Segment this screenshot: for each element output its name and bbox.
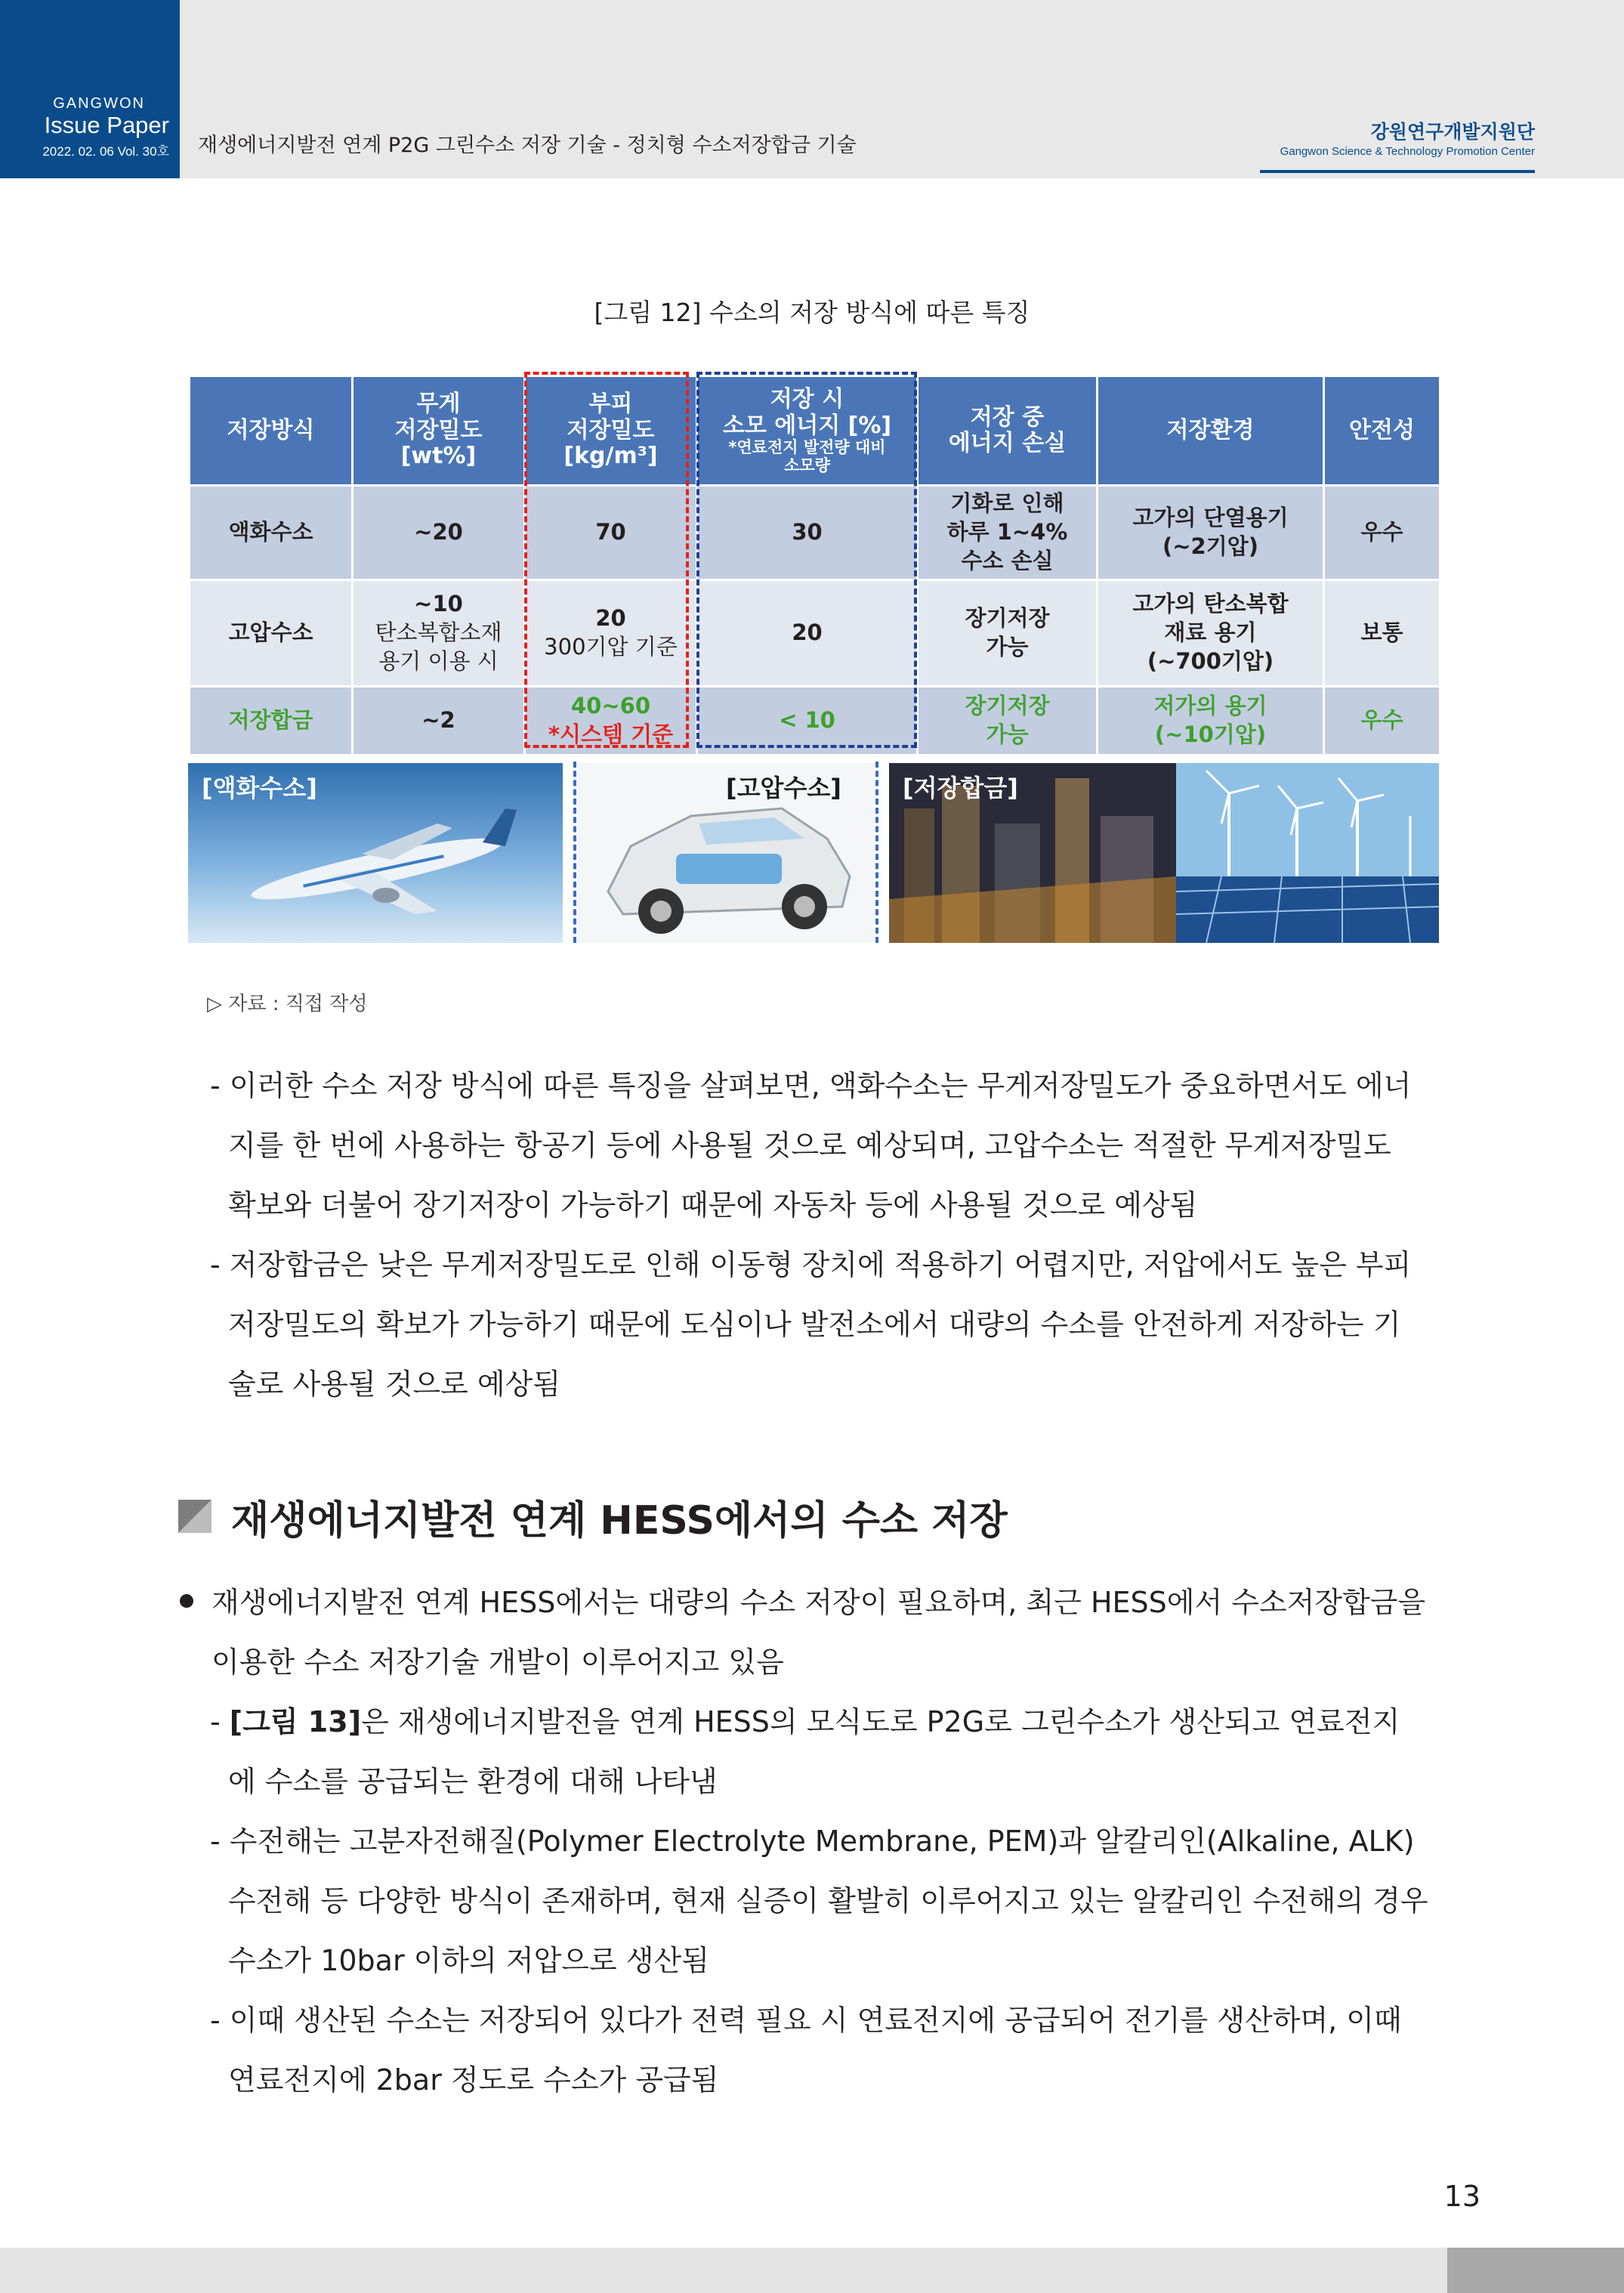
cell-loss: 기화로 인해 하루 1~4% 수소 손실	[918, 486, 1098, 580]
cell-env: 저가의 용기 (~10기압)	[1098, 687, 1324, 756]
cell-safety: 보통	[1324, 580, 1440, 687]
cell-volume: 20 300기압 기준	[525, 580, 697, 687]
cell-energy: 20	[697, 580, 918, 687]
col-weight: 무게 저장밀도 [wt%]	[353, 376, 525, 486]
brand-name: Issue Paper	[44, 112, 169, 138]
col-energy: 저장 시 소모 에너지 [%] *연료전지 발전량 대비 소모량	[697, 376, 918, 486]
text-line: - 저장합금은 낮은 무게저장밀도로 인해 이동형 장치에 적용하기 어렵지만, 저압에서도 높은 부피	[210, 1248, 1412, 1281]
storage-illustrations	[188, 763, 1439, 943]
alloy-storage-image	[889, 763, 1439, 943]
text-line: 이용한 수소 저장기술 개발이 이루어지고 있음	[211, 1646, 784, 1679]
cell-volume: 40~60 *시스템 기준	[525, 687, 697, 756]
text-line: 에 수소를 공급되는 환경에 대해 나타냄	[228, 1765, 718, 1798]
text-line: 술로 사용될 것으로 예상됨	[228, 1367, 561, 1401]
figure-caption: [그림 12] 수소의 저장 방식에 따른 특징	[594, 298, 1030, 327]
footer-accent	[1447, 2248, 1624, 2293]
text-line: - 수전해는 고분자전해질(Polymer Electrolyte Membrane, PEM)과 알칼리인(Alkaline, ALK)	[210, 1825, 1415, 1858]
text-line: 지를 한 번에 사용하는 항공기 등에 사용될 것으로 예상되며, 고압수소는 적절한 무게저장밀도	[228, 1129, 1391, 1162]
image-label: [고압수소]	[726, 774, 841, 802]
paragraph	[210, 1056, 1411, 1414]
text-line: 재생에너지발전 연계 HESS에서는 대량의 수소 저장이 필요하며, 최근 HESS에서 수소저장합금을	[211, 1586, 1426, 1619]
section-square-icon	[178, 1500, 211, 1533]
cell-energy: < 10	[697, 687, 918, 756]
cell-weight: ~2	[353, 687, 525, 756]
cell-loss: 장기저장 가능	[918, 687, 1098, 756]
paragraph	[210, 1692, 1428, 2110]
cell-env: 고가의 단열용기 (~2기압)	[1098, 486, 1324, 580]
cell-loss: 장기저장 가능	[918, 580, 1098, 687]
cell-energy: 30	[697, 486, 918, 580]
org-name-en: Gangwon Science & Technology Promotion Center	[1280, 145, 1535, 158]
text-line: - 이때 생산된 수소는 저장되어 있다가 전력 필요 시 연료전지에 공급되어 전기를 생산하며, 이때	[210, 2004, 1402, 2037]
cell-safety: 우수	[1324, 486, 1440, 580]
brand-date: 2022. 02. 06 Vol. 30호	[42, 144, 169, 159]
col-safety: 안전성	[1324, 376, 1440, 486]
brand-top: GANGWON	[53, 95, 145, 112]
text-line: 연료전지에 2bar 정도로 수소가 공급됨	[228, 2063, 719, 2097]
text-line: 수전해 등 다양한 방식이 존재하며, 현재 실증이 활발히 이루어지고 있는 알칼리인 수전해의 경우	[228, 1884, 1428, 1918]
text-line: 수소가 10bar 이하의 저압으로 생산됨	[228, 1944, 709, 1977]
cell-safety: 우수	[1324, 687, 1440, 756]
col-method: 저장방식	[190, 376, 353, 486]
doc-title: 재생에너지발전 연계 P2G 그린수소 저장 기술 - 정치형 수소저장합금 기술	[198, 134, 857, 157]
org-underline	[1260, 170, 1535, 173]
cell-volume: 70	[525, 486, 697, 580]
col-volume: 부피 저장밀도 [kg/m³]	[525, 376, 697, 486]
footer-bar	[0, 2248, 1624, 2293]
figure-reference: [그림 13]	[229, 1705, 362, 1738]
cell-method: 고압수소	[190, 580, 353, 687]
text-line: - [그림 13]은 재생에너지발전을 연계 HESS의 모식도로 P2G로 그린수소가 생산되고 연료전지	[210, 1705, 1400, 1738]
cell-env: 고가의 탄소복합 재료 용기 (~700기압)	[1098, 580, 1324, 687]
section-title: 재생에너지발전 연계 HESS에서의 수소 저장	[231, 1498, 1008, 1544]
image-divider	[875, 762, 878, 943]
cell-method: 저장합금	[190, 687, 353, 756]
compressed-hydrogen-image	[578, 763, 874, 943]
text-line: 저장밀도의 확보가 가능하기 때문에 도심이나 발전소에서 대량의 수소를 안전하게 저장하는 기	[228, 1308, 1401, 1341]
col-loss: 저장 중 에너지 손실	[918, 376, 1098, 486]
image-label: [액화수소]	[202, 774, 317, 802]
cell-weight: ~20	[353, 486, 525, 580]
text-line: - 이러한 수소 저장 방식에 따른 특징을 살펴보면, 액화수소는 무게저장밀도가 중요하면서도 에너	[210, 1069, 1412, 1102]
paragraph	[211, 1573, 1425, 1692]
bullet-dot-icon	[180, 1594, 193, 1608]
brand-block	[0, 0, 180, 178]
text-line: 확보와 더불어 장기저장이 가능하기 때문에 자동차 등에 사용될 것으로 예상됨	[228, 1188, 1198, 1222]
col-env: 저장환경	[1098, 376, 1324, 486]
org-name-ko: 강원연구개발지원단	[1370, 121, 1535, 143]
page-number: 13	[1443, 2180, 1480, 2213]
volume-density-highlight	[524, 372, 689, 748]
figure-source: ▷ 자료 : 직접 작성	[207, 993, 368, 1015]
cell-method: 액화수소	[190, 486, 353, 580]
image-divider	[573, 762, 576, 943]
cell-weight: ~10 탄소복합소재 용기 이용 시	[353, 580, 525, 687]
page-header	[0, 0, 1624, 178]
image-label: [저장합금]	[903, 774, 1018, 802]
liquid-hydrogen-image	[188, 763, 563, 943]
energy-consumption-highlight	[696, 372, 917, 748]
